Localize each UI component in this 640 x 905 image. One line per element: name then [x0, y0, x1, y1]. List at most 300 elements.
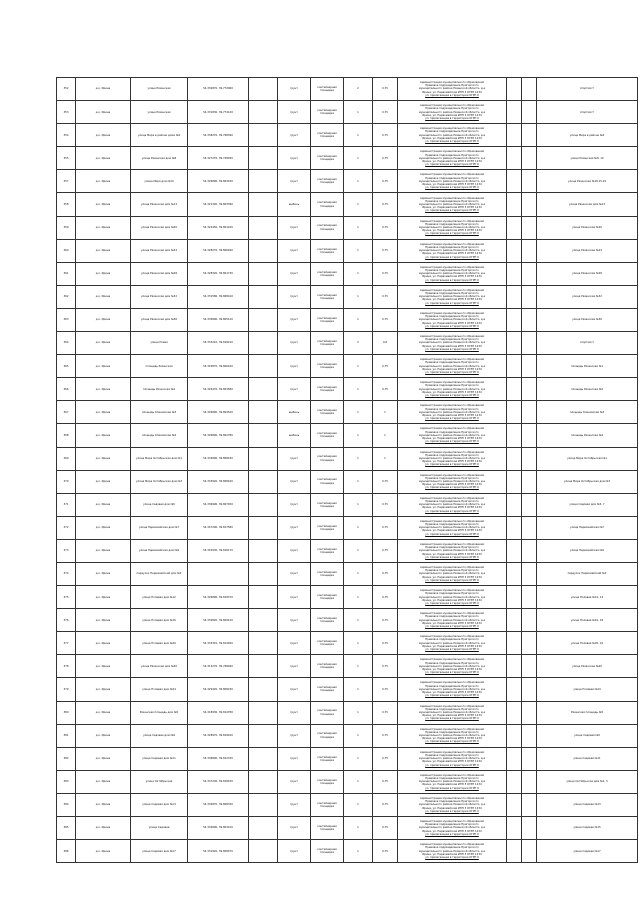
- site-type-cell: контейнерная площадка: [311, 655, 344, 678]
- owner-line-5: ул. прилегающая в территории ОГРН 0: [425, 832, 479, 836]
- settlement-cell: д.о. Ирина: [76, 124, 131, 147]
- row-number: 383: [57, 770, 76, 793]
- served-objects-cell: спортмост: [537, 78, 638, 101]
- surface-cell: грунт: [278, 262, 311, 285]
- owner-line-1: Администрация муниципального образования: [420, 427, 484, 431]
- owner-line-5: ул. прилегающая в территории ОГРН 0: [425, 93, 479, 97]
- row-number: 373: [57, 539, 76, 562]
- table-row: [57, 493, 638, 516]
- container-volume-cell: 0,75: [373, 586, 398, 609]
- empty-cell: [522, 701, 537, 724]
- owner-cell: [398, 539, 507, 562]
- empty-cell: [249, 632, 278, 655]
- coordinates-cell: 54.328270, 39.806490: [188, 239, 249, 262]
- owner-line-2: Правовое подразделение Пригорского: [425, 453, 479, 457]
- surface-cell: грунт: [278, 216, 311, 239]
- row-number: 384: [57, 793, 76, 816]
- served-objects-cell: улица Рязанская №36: [537, 308, 638, 331]
- coordinates-cell: 54.321340, 39.803390: [188, 193, 249, 216]
- surface-cell: грунт: [278, 632, 311, 655]
- owner-cell: [398, 840, 507, 863]
- table-row: [57, 678, 638, 701]
- container-count-cell: 1: [344, 701, 373, 724]
- served-objects-cell: площадь Кленовская №3: [537, 401, 638, 424]
- empty-cell: [522, 147, 537, 170]
- address-cell: улица Полевая дом №16: [131, 609, 188, 632]
- container-volume-cell: 0,75: [373, 655, 398, 678]
- container-volume-cell: 0,75: [373, 539, 398, 562]
- table-row: [57, 262, 638, 285]
- settlement-cell: д.о. Ирина: [76, 539, 131, 562]
- empty-cell: [507, 793, 522, 816]
- owner-line-4: Ирина, ул. Первомайская ИНН 3 ОГРН 1234: [422, 483, 482, 487]
- owner-line-4: Ирина, ул. Первомайская ИНН 3 ОГРН 1234: [422, 413, 482, 417]
- coordinates-cell: 54.334890, 39.803410: [188, 817, 249, 840]
- owner-line-3: муниципального района Рязанской области, д.а: [418, 133, 486, 137]
- owner-line-4: Ирина, ул. Первомайская ИНН 3 ОГРН 1234: [422, 136, 482, 140]
- empty-cell: [522, 655, 537, 678]
- table-row: [57, 170, 638, 193]
- owner-line-5: ул. прилегающая в территории ОГРН 0: [425, 116, 479, 120]
- table-row: [57, 147, 638, 170]
- empty-cell: [507, 724, 522, 747]
- site-type-cell: контейнерная площадка: [311, 147, 344, 170]
- owner-line-3: муниципального района Рязанской области, д.а: [418, 803, 486, 807]
- owner-line-1: Администрация муниципального образования: [420, 589, 484, 593]
- surface-cell: щебень: [278, 193, 311, 216]
- row-number: 358: [57, 193, 76, 216]
- container-volume-cell: 0,75: [373, 817, 398, 840]
- served-objects-cell: переулок Первомайский №2: [537, 562, 638, 585]
- table-row: [57, 332, 638, 355]
- address-cell: улица Рязанская дом №32: [131, 285, 188, 308]
- container-volume-cell: 0,75: [373, 840, 398, 863]
- owner-line-1: Администрация муниципального образования: [420, 635, 484, 639]
- row-number: 369: [57, 447, 76, 470]
- site-type-cell: контейнерная площадка: [311, 586, 344, 609]
- owner-line-4: Ирина, ул. Первомайская ИНН 3 ОГРН 1234: [422, 575, 482, 579]
- owner-line-2: Правовое подразделение Пригорского: [425, 84, 479, 88]
- owner-line-3: муниципального района Рязанской области, д.а: [418, 526, 486, 530]
- settlement-cell: д.о. Ирина: [76, 817, 131, 840]
- settlement-cell: д.о. Ирина: [76, 770, 131, 793]
- settlement-cell: д.о. Ирина: [76, 747, 131, 770]
- site-type-cell: контейнерная площадка: [311, 539, 344, 562]
- container-volume-cell: 0,75: [373, 147, 398, 170]
- empty-cell: [522, 401, 537, 424]
- table-row: [57, 216, 638, 239]
- settlement-cell: д.о. Ирина: [76, 609, 131, 632]
- container-count-cell: 1: [344, 285, 373, 308]
- address-cell: улица Рязанская дом №24: [131, 239, 188, 262]
- owner-line-3: муниципального района Рязанской области, д.а: [418, 87, 486, 91]
- empty-cell: [507, 239, 522, 262]
- empty-cell: [522, 609, 537, 632]
- settlement-cell: д.о. Ирина: [76, 262, 131, 285]
- site-type-cell: контейнерная площадка: [311, 793, 344, 816]
- owner-line-3: муниципального района Рязанской области, д.а: [418, 641, 486, 645]
- table-row: [57, 193, 638, 216]
- empty-cell: [522, 678, 537, 701]
- owner-line-2: Правовое подразделение Пригорского: [425, 846, 479, 850]
- row-number: 372: [57, 516, 76, 539]
- address-cell: площадь Рязанская №2: [131, 378, 188, 401]
- surface-cell: грунт: [278, 793, 311, 816]
- container-count-cell: 1: [344, 747, 373, 770]
- owner-line-4: Ирина, ул. Первомайская ИНН 3 ОГРН 1234: [422, 852, 482, 856]
- surface-cell: грунт: [278, 285, 311, 308]
- row-number: 376: [57, 609, 76, 632]
- container-count-cell: 1: [344, 147, 373, 170]
- settlement-cell: д.о. Ирина: [76, 216, 131, 239]
- address-cell: улица Садовая дом №9: [131, 724, 188, 747]
- owner-line-2: Правовое подразделение Пригорского: [425, 546, 479, 550]
- coordinates-cell: 54.336890, 39.812330: [188, 747, 249, 770]
- owner-line-4: Ирина, ул. Первомайская ИНН 3 ОГРН 1234: [422, 390, 482, 394]
- served-objects-cell: улица Садовая №17: [537, 840, 638, 863]
- owner-cell: [398, 355, 507, 378]
- owner-line-4: Ирина, ул. Первомайская ИНН 3 ОГРН 1234: [422, 598, 482, 602]
- site-type-cell: контейнерная площадка: [311, 239, 344, 262]
- settlement-cell: д.о. Ирина: [76, 840, 131, 863]
- empty-cell: [507, 840, 522, 863]
- coordinates-cell: 54.329420, 39.808230: [188, 678, 249, 701]
- surface-cell: щебень: [278, 424, 311, 447]
- empty-cell: [249, 378, 278, 401]
- owner-line-4: Ирина, ул. Первомайская ИНН 3 ОГРН 1234: [422, 275, 482, 279]
- table-row: [57, 747, 638, 770]
- settlement-cell: д.о. Ирина: [76, 147, 131, 170]
- empty-cell: [249, 586, 278, 609]
- owner-line-4: Ирина, ул. Первомайская ИНН 3 ОГРН 1234: [422, 644, 482, 648]
- empty-cell: [507, 193, 522, 216]
- site-type-cell: контейнерная площадка: [311, 447, 344, 470]
- owner-line-4: Ирина, ул. Первомайская ИНН 3 ОГРН 1234: [422, 206, 482, 210]
- address-cell: улица Новая: [131, 332, 188, 355]
- owner-line-2: Правовое подразделение Пригорского: [425, 638, 479, 642]
- owner-line-2: Правовое подразделение Пригорского: [425, 523, 479, 527]
- served-objects-cell: улица Мира Октябрьская №1: [537, 447, 638, 470]
- table-row: [57, 516, 638, 539]
- owner-line-2: Правовое подразделение Пригорского: [425, 476, 479, 480]
- site-type-cell: контейнерная площадка: [311, 470, 344, 493]
- owner-line-3: муниципального района Рязанской области, д.а: [418, 456, 486, 460]
- table-row: [57, 470, 638, 493]
- served-objects-cell: улица Садовая №15: [537, 817, 638, 840]
- empty-cell: [522, 724, 537, 747]
- owner-cell: [398, 285, 507, 308]
- owner-cell: [398, 193, 507, 216]
- address-cell: улица Рязанская дом №8: [131, 147, 188, 170]
- served-objects-cell: улица Садовая №9: [537, 724, 638, 747]
- site-type-cell: контейнерная площадка: [311, 701, 344, 724]
- owner-line-5: ул. прилегающая в территории ОГРН 0: [425, 509, 479, 513]
- owner-line-1: Администрация муниципального образования: [420, 358, 484, 362]
- surface-cell: грунт: [278, 840, 311, 863]
- container-count-cell: 1: [344, 378, 373, 401]
- empty-cell: [507, 447, 522, 470]
- settlement-cell: д.о. Ирина: [76, 332, 131, 355]
- served-objects-cell: улица Рязанская №8, 10: [537, 147, 638, 170]
- owner-line-1: Администрация муниципального образования: [420, 566, 484, 569]
- container-volume-cell: 0,75: [373, 101, 398, 124]
- row-number: 353: [57, 101, 76, 124]
- owner-line-5: ул. прилегающая в территории ОГРН 0: [425, 209, 479, 213]
- container-volume-cell: 0,8: [373, 332, 398, 355]
- owner-line-2: Правовое подразделение Пригорского: [425, 222, 479, 226]
- owner-line-3: муниципального района Рязанской области, д.а: [418, 780, 486, 784]
- owner-line-1: Администрация муниципального образования: [420, 750, 484, 754]
- owner-line-3: муниципального района Рязанской области, д.а: [418, 433, 486, 437]
- coordinates-cell: 54.331580, 39.808410: [188, 285, 249, 308]
- owner-line-4: Ирина, ул. Первомайская ИНН 3 ОГРН 1234: [422, 829, 482, 833]
- owner-line-3: муниципального района Рязанской области, д.а: [418, 549, 486, 553]
- table-row: [57, 840, 638, 863]
- coordinates-cell: 54.336990, 39.807450: [188, 493, 249, 516]
- owner-cell: [398, 493, 507, 516]
- owner-line-2: Правовое подразделение Пригорского: [425, 684, 479, 688]
- surface-cell: грунт: [278, 239, 311, 262]
- owner-cell: [398, 678, 507, 701]
- owner-line-1: Администрация муниципального образования: [420, 542, 484, 546]
- empty-cell: [249, 262, 278, 285]
- empty-cell: [522, 470, 537, 493]
- owner-line-3: муниципального района Рязанской области, д.а: [418, 826, 486, 830]
- owner-line-1: Администрация муниципального образования: [420, 820, 484, 824]
- empty-cell: [249, 470, 278, 493]
- container-count-cell: 1: [344, 724, 373, 747]
- row-number: 359: [57, 216, 76, 239]
- address-cell: улица Садовая: [131, 817, 188, 840]
- settlement-cell: д.о. Ирина: [76, 586, 131, 609]
- site-type-cell: контейнерная площадка: [311, 817, 344, 840]
- settlement-cell: д.о. Ирина: [76, 193, 131, 216]
- empty-cell: [522, 516, 537, 539]
- container-volume-cell: 0,75: [373, 493, 398, 516]
- coordinates-cell: 54.332890, 39.805120: [188, 308, 249, 331]
- address-cell: улица Рязанская дом №36: [131, 308, 188, 331]
- owner-line-3: муниципального района Рязанской области, д.а: [418, 295, 486, 299]
- empty-cell: [249, 562, 278, 585]
- owner-line-4: Ирина, ул. Первомайская ИНН 3 ОГРН 1234: [422, 552, 482, 556]
- address-cell: улица Рязанская дом №40: [131, 655, 188, 678]
- owner-line-2: Правовое подразделение Пригорского: [425, 730, 479, 734]
- owner-line-5: ул. прилегающая в территории ОГРН 0: [425, 578, 479, 582]
- owner-line-2: Правовое подразделение Пригорского: [425, 615, 479, 619]
- container-count-cell: 1: [344, 655, 373, 678]
- owner-line-1: Администрация муниципального образования: [420, 288, 484, 292]
- settlement-cell: д.о. Ирина: [76, 793, 131, 816]
- address-cell: улица Рязанская дом №28: [131, 262, 188, 285]
- site-type-cell: контейнерная площадка: [311, 355, 344, 378]
- owner-line-5: ул. прилегающая в территории ОГРН 0: [425, 555, 479, 559]
- empty-cell: [507, 516, 522, 539]
- owner-line-4: Ирина, ул. Первомайская ИНН 3 ОГРН 1234: [422, 691, 482, 695]
- coordinates-cell: 54.322450, 39.801220: [188, 216, 249, 239]
- owner-line-4: Ирина, ул. Первомайская ИНН 3 ОГРН 1234: [422, 714, 482, 718]
- row-number: 360: [57, 239, 76, 262]
- owner-line-4: Ирина, ул. Первомайская ИНН 3 ОГРН 1234: [422, 367, 482, 371]
- empty-cell: [249, 817, 278, 840]
- container-volume-cell: 0,75: [373, 78, 398, 101]
- container-count-cell: 1: [344, 101, 373, 124]
- row-number: 364: [57, 332, 76, 355]
- owner-line-5: ул. прилегающая в территории ОГРН 0: [425, 301, 479, 305]
- owner-line-2: Правовое подразделение Пригорского: [425, 430, 479, 434]
- empty-cell: [249, 770, 278, 793]
- owner-line-4: Ирина, ул. Первомайская ИНН 3 ОГРН 1234: [422, 159, 482, 163]
- surface-cell: щебень: [278, 401, 311, 424]
- owner-line-1: Администрация муниципального образования: [420, 496, 484, 500]
- owner-line-5: ул. прилегающая в территории ОГРН 0: [425, 763, 479, 767]
- served-objects-cell: улица Октябрьская дом №1, 3: [537, 770, 638, 793]
- owner-cell: [398, 101, 507, 124]
- owner-line-2: Правовое подразделение Пригорского: [425, 130, 479, 134]
- row-number: 357: [57, 170, 76, 193]
- address-cell: площадь Рязанская: [131, 355, 188, 378]
- empty-cell: [249, 216, 278, 239]
- owner-cell: [398, 424, 507, 447]
- empty-cell: [507, 216, 522, 239]
- empty-cell: [507, 562, 522, 585]
- owner-line-4: Ирина, ул. Первомайская ИНН 3 ОГРН 1234: [422, 183, 482, 187]
- container-count-cell: 1: [344, 470, 373, 493]
- empty-cell: [249, 308, 278, 331]
- owner-line-1: Администрация муниципального образования: [420, 704, 484, 708]
- owner-line-3: муниципального района Рязанской области, д.а: [418, 849, 486, 853]
- container-volume-cell: 0,75: [373, 562, 398, 585]
- address-cell: улица Садовая дом №13: [131, 793, 188, 816]
- container-volume-cell: 0,75: [373, 470, 398, 493]
- table-row: [57, 539, 638, 562]
- row-number: 367: [57, 401, 76, 424]
- site-type-cell: контейнерная площадка: [311, 562, 344, 585]
- served-objects-cell: улица Рязанская №20: [537, 216, 638, 239]
- settlement-cell: д.о. Ирина: [76, 355, 131, 378]
- address-cell: улица Полевая дом №24: [131, 678, 188, 701]
- owner-line-4: Ирина, ул. Первомайская ИНН 3 ОГРН 1234: [422, 806, 482, 810]
- settlement-cell: д.о. Ирина: [76, 239, 131, 262]
- surface-cell: грунт: [278, 539, 311, 562]
- container-volume-cell: 0,75: [373, 770, 398, 793]
- table-row: [57, 632, 638, 655]
- owner-line-3: муниципального района Рязанской области, д.а: [418, 249, 486, 253]
- row-number: 354: [57, 124, 76, 147]
- address-cell: улица Садовая дом №5: [131, 493, 188, 516]
- owner-line-4: Ирина, ул. Первомайская ИНН 3 ОГРН 1234: [422, 460, 482, 464]
- owner-line-5: ул. прилегающая в территории ОГРН 0: [425, 163, 479, 167]
- owner-line-1: Администрация муниципального образования: [420, 473, 484, 477]
- settlement-cell: д.о. Ирина: [76, 378, 131, 401]
- owner-line-1: Администрация муниципального образования: [420, 796, 484, 800]
- owner-line-5: ул. прилегающая в территории ОГРН 0: [425, 740, 479, 744]
- container-volume-cell: 0,75: [373, 609, 398, 632]
- address-cell: улица Мира в районе дома №4: [131, 124, 188, 147]
- address-cell: улица Рязанская: [131, 101, 188, 124]
- empty-cell: [249, 78, 278, 101]
- surface-cell: грунт: [278, 78, 311, 101]
- surface-cell: грунт: [278, 562, 311, 585]
- container-volume-cell: 0,75: [373, 170, 398, 193]
- owner-line-3: муниципального района Рязанской области, д.а: [418, 734, 486, 738]
- coordinates-cell: 54.331830, 39.774120: [188, 101, 249, 124]
- coordinates-cell: 54.313270, 39.768940: [188, 655, 249, 678]
- row-number: 363: [57, 308, 76, 331]
- served-objects-cell: улица Садовая дом №5, 7: [537, 493, 638, 516]
- surface-cell: грунт: [278, 470, 311, 493]
- served-objects-cell: улица Первомайская №9: [537, 539, 638, 562]
- empty-cell: [522, 747, 537, 770]
- row-number: 352: [57, 78, 76, 101]
- coordinates-cell: 54.337230, 39.818430: [188, 770, 249, 793]
- owner-line-2: Правовое подразделение Пригорского: [425, 245, 479, 249]
- surface-cell: грунт: [278, 378, 311, 401]
- served-objects-cell: спортмост: [537, 332, 638, 355]
- owner-line-4: Ирина, ул. Первомайская ИНН 3 ОГРН 1234: [422, 760, 482, 764]
- address-cell: площадь Кленовская №3: [131, 401, 188, 424]
- owner-line-4: Ирина, ул. Первомайская ИНН 3 ОГРН 1234: [422, 621, 482, 625]
- site-type-cell: контейнерная площадка: [311, 308, 344, 331]
- served-objects-cell: спортмост: [537, 101, 638, 124]
- surface-cell: грунт: [278, 609, 311, 632]
- coordinates-cell: 54.333310, 39.814920: [188, 632, 249, 655]
- owner-line-1: Администрация муниципального образования: [420, 658, 484, 662]
- coordinates-cell: 54.326890, 39.818370: [188, 586, 249, 609]
- container-count-cell: 1: [344, 586, 373, 609]
- coordinates-cell: 54.338270, 39.768390: [188, 124, 249, 147]
- empty-cell: [249, 124, 278, 147]
- empty-cell: [249, 493, 278, 516]
- owner-line-5: ул. прилегающая в территории ОГРН 0: [425, 786, 479, 790]
- owner-line-2: Правовое подразделение Пригорского: [425, 292, 479, 296]
- address-cell: улица Полевая дом №12: [131, 586, 188, 609]
- empty-cell: [507, 78, 522, 101]
- owner-line-4: Ирина, ул. Первомайская ИНН 3 ОГРН 1234: [422, 113, 482, 117]
- empty-cell: [522, 562, 537, 585]
- owner-cell: [398, 632, 507, 655]
- empty-cell: [249, 793, 278, 816]
- empty-cell: [249, 101, 278, 124]
- owner-line-5: ул. прилегающая в территории ОГРН 0: [425, 648, 479, 652]
- container-volume-cell: 1: [373, 424, 398, 447]
- empty-cell: [249, 239, 278, 262]
- owner-line-3: муниципального района Рязанской области, д.а: [418, 710, 486, 714]
- coordinates-cell: 54.327270, 39.748930: [188, 147, 249, 170]
- container-volume-cell: 0,75: [373, 285, 398, 308]
- container-count-cell: 1: [344, 770, 373, 793]
- empty-cell: [522, 78, 537, 101]
- owner-line-3: муниципального района Рязанской области, д.а: [418, 595, 486, 599]
- empty-cell: [507, 101, 522, 124]
- empty-cell: [522, 539, 537, 562]
- owner-cell: [398, 308, 507, 331]
- owner-line-5: ул. прилегающая в территории ОГРН 0: [425, 324, 479, 328]
- owner-line-5: ул. прилегающая в территории ОГРН 0: [425, 394, 479, 398]
- owner-cell: [398, 216, 507, 239]
- owner-line-4: Ирина, ул. Первомайская ИНН 3 ОГРН 1234: [422, 298, 482, 302]
- container-volume-cell: 1: [373, 401, 398, 424]
- served-objects-cell: улица Рязанская №18,15,19: [537, 170, 638, 193]
- coordinates-cell: 54.333920, 39.808160: [188, 470, 249, 493]
- settlement-cell: д.о. Ирина: [76, 170, 131, 193]
- empty-cell: [507, 470, 522, 493]
- address-cell: улица Октябрьская: [131, 770, 188, 793]
- owner-cell: [398, 655, 507, 678]
- empty-cell: [507, 770, 522, 793]
- settlement-cell: д.о. Ирина: [76, 78, 131, 101]
- table-row: [57, 793, 638, 816]
- container-volume-cell: 0,75: [373, 308, 398, 331]
